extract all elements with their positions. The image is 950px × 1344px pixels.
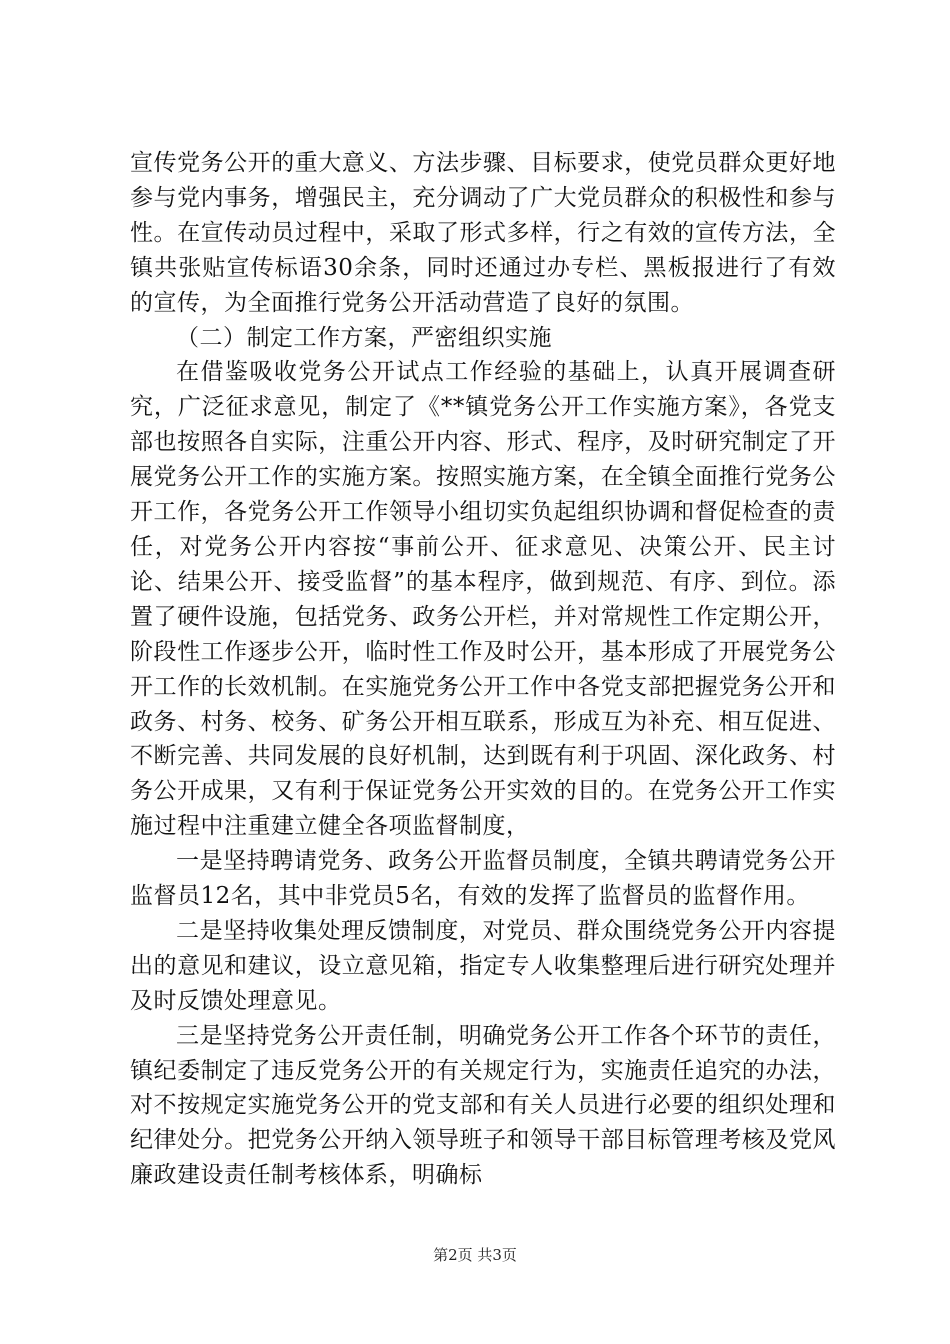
paragraph-responsibility-system: 三是坚持党务公开责任制，明确党务公开工作各个环节的责任，镇纪委制定了违反党务公开的有关规定行为，实施责任追究的办法，对不按规定实施党务公开的党支部和有关人员进行必要的组织处理和纪律处分。把党务公开纳入领导班子和领导干部目标管理考核及党风廉政建设责任制考核体系，明确标: [130, 1022, 836, 1189]
section-heading-2: （二）制定工作方案，严密组织实施: [176, 324, 552, 351]
page-number-footer: 第2页 共3页: [433, 1246, 517, 1264]
paragraph-work-plan: 在借鉴吸收党务公开试点工作经验的基础上，认真开展调查研究，广泛征求意见，制定了《**镇党务公开工作实施方案》，各党支部也按照各自实际，注重公开内容、形式、程序，及时研究制定了开展党务公开工作的实施方案。按照实施方案，在全镇全面推行党务公开工作，各党务公开工作领导小组切实负起组织协调和督促检查的责任，对党务公开内容按“事前公开、征求意见、决策公开、民主讨论、结果公开、接受监督”的基本程序，做到规范、有序、到位。添置了硬件设施，包括党务、政务公开栏，并对常规性工作定期公开，阶段性工作逐步公开，临时性工作及时公开，基本形成了开展党务公开工作的长效机制。在实施党务公开工作中各党支部把握党务公开和政务、村务、校务、矿务公开相互联系，形成互为补充、相互促进、不断完善、共同发展的良好机制，达到既有利于巩固、深化政务、村务公开成果，又有利于保证党务公开实效的目的。在党务公开工作实施过程中注重建立健全各项监督制度，: [130, 359, 836, 840]
paragraph-feedback-system: 二是坚持收集处理反馈制度，对党员、群众围绕党务公开内容提出的意见和建议，设立意见箱，指定专人收集整理后进行研究处理并及时反馈处理意见。: [130, 917, 836, 1014]
document-body: [130, 146, 836, 1193]
paragraph-publicity: 宣传党务公开的重大意义、方法步骤、目标要求，使党员群众更好地参与党内事务，增强民主，充分调动了广大党员群众的积极性和参与性。在宣传动员过程中，采取了形式多样，行之有效的宣传方法，全镇共张贴宣传标语30余条，同时还通过办专栏、黑板报进行了有效的宣传，为全面推行党务公开活动营造了良好的氛围。: [130, 150, 836, 316]
paragraph-supervisor-system: 一是坚持聘请党务、政务公开监督员制度，全镇共聘请党务公开监督员12名，其中非党员5名，有效的发挥了监督员的监督作用。: [130, 848, 836, 910]
